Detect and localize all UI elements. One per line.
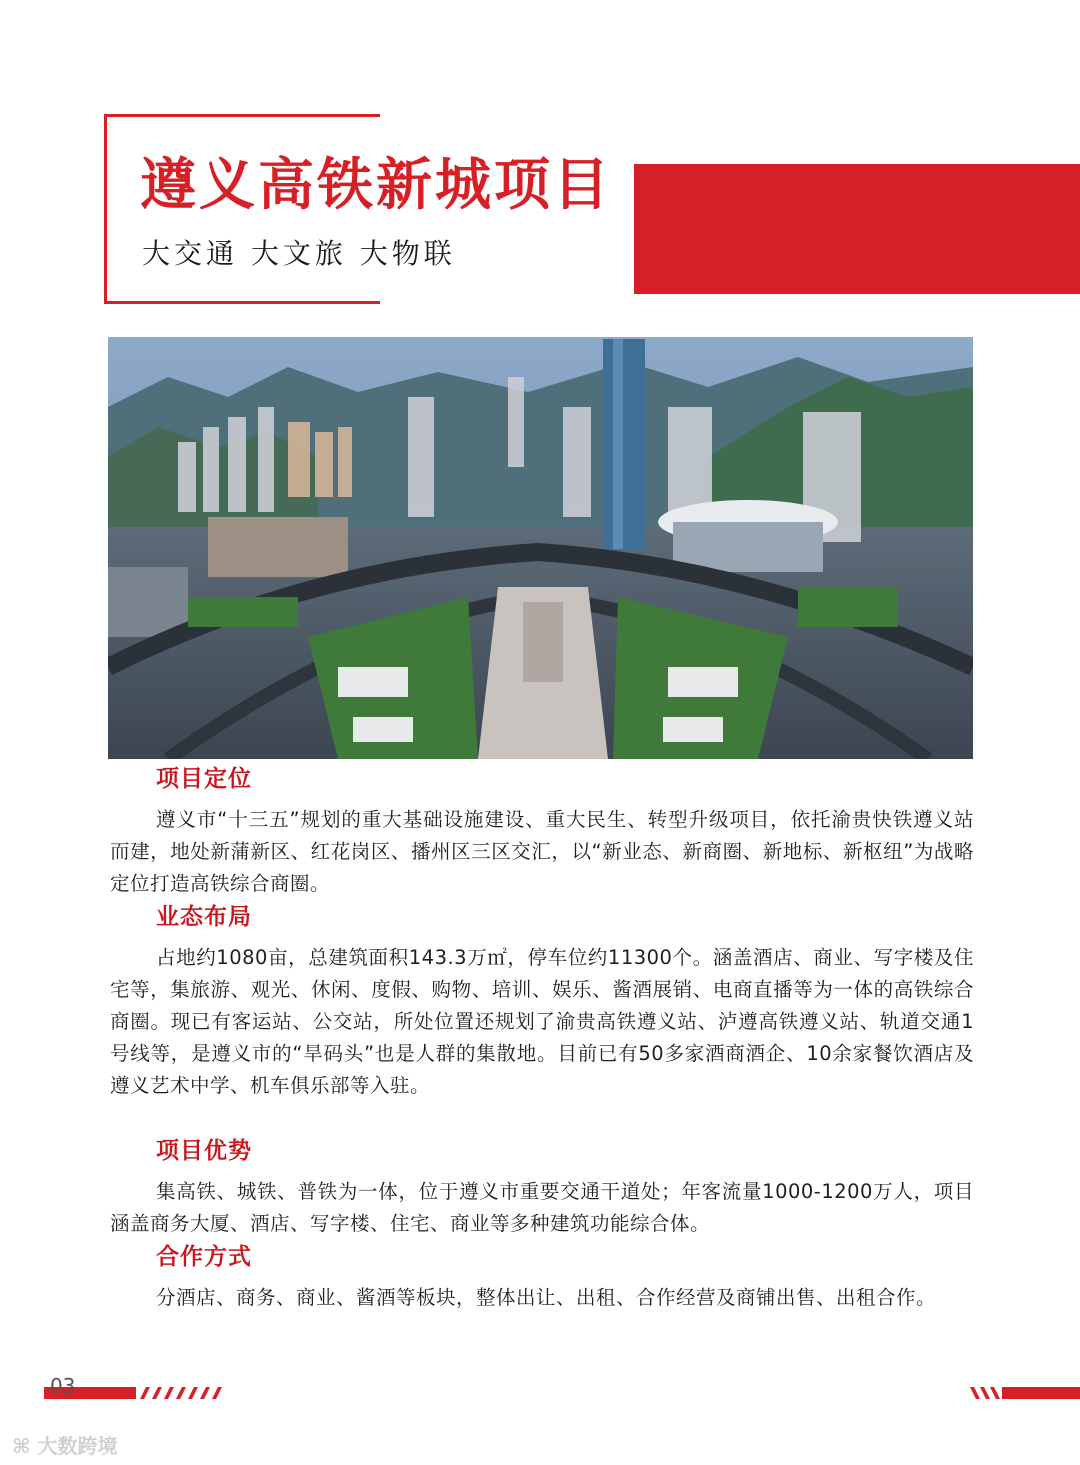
page-title: 遵义高铁新城项目 <box>140 153 612 218</box>
city-aerial-photo <box>108 337 973 759</box>
section-layout <box>110 902 974 1102</box>
section-heading: 项目定位 <box>156 766 252 792</box>
watermark-text: 大数跨境 <box>37 1434 118 1458</box>
section-heading: 项目优势 <box>156 1138 252 1164</box>
section-body: 遵义市“十三五”规划的重大基础设施建设、重大民生、转型升级项目，依托渝贵快铁遵义站而建，地处新蒲新区、红花岗区、播州区三区交汇，以“新业态、新商圈、新地标、新枢纽”为战略定位打造高铁综合商圈。 <box>110 808 974 895</box>
section-heading: 合作方式 <box>156 1244 252 1270</box>
section-cooperation <box>110 1242 974 1314</box>
watermark <box>12 1430 118 1459</box>
page-number: 03 <box>50 1374 76 1398</box>
section-body: 集高铁、城铁、普铁为一体，位于遵义市重要交通干道处；年客流量1000-1200万人，项目涵盖商务大厦、酒店、写字楼、住宅、商业等多种建筑功能综合体。 <box>110 1180 974 1235</box>
page-subtitle: 大交通 大文旅 大物联 <box>142 237 456 270</box>
section-advantages <box>110 1136 974 1240</box>
watermark-logo-icon: ⌘ <box>12 1434 38 1458</box>
section-heading: 业态布局 <box>156 904 252 930</box>
footer-right-stripe <box>970 1387 1080 1399</box>
header-red-band <box>634 164 1080 294</box>
section-body: 分酒店、商务、商业、酱酒等板块，整体出让、出租、合作经营及商铺出售、出租合作。 <box>156 1286 937 1309</box>
section-positioning <box>110 764 974 900</box>
section-body: 占地约1080亩，总建筑面积143.3万㎡，停车位约11300个。涵盖酒店、商业、写字楼及住宅等，集旅游、观光、休闲、度假、购物、培训、娱乐、酱酒展销、电商直播等为一体的高铁综合商圈。现已有客运站、公交站，所处位置还规划了渝贵高铁遵义站、泸遵高铁遵义站、轨道交通1号线等，是遵义市的“旱码头”也是人群的集散地。目前已有50多家酒商酒企、10余家餐饮酒店及遵义艺术中学、机车俱乐部等入驻。 <box>110 946 974 1097</box>
